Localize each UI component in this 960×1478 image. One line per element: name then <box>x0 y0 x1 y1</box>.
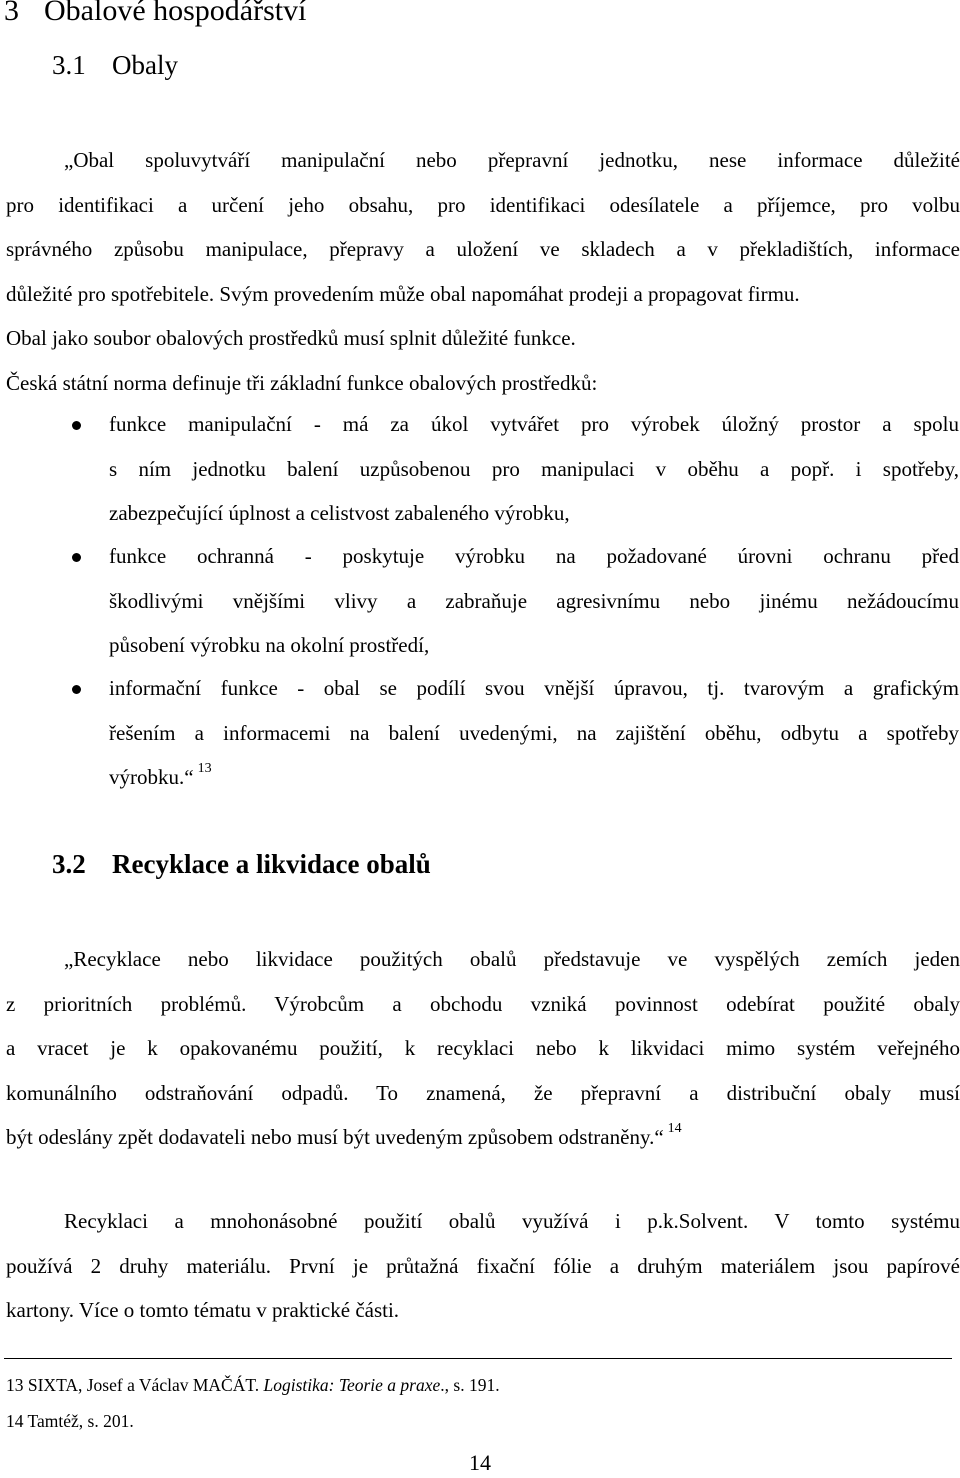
bullet-icon <box>72 553 81 562</box>
list-item-line: funkce ochranná - poskytuje výrobku na požadované úrovni ochranu před <box>109 544 959 568</box>
footnote-13 <box>6 1375 500 1396</box>
page-number: 14 <box>469 1450 491 1475</box>
paragraph-line <box>6 1115 960 1160</box>
section-title: Recyklace a likvidace obalů <box>112 849 431 879</box>
footnote-text: ., s. 191. <box>440 1375 500 1395</box>
section-title: Obaly <box>112 50 178 80</box>
chapter-heading <box>4 0 306 28</box>
paragraph-line: Recyklaci a mnohonásobné použití obalů využívá i p.k.Solvent. V tomto systému <box>64 1209 960 1233</box>
paragraph-line: komunálního odstraňování odpadů. To znamená, že přepravní a distribuční obaly musí <box>6 1080 960 1105</box>
paragraph-line: kartony. Více o tomto tématu v praktické části. <box>6 1298 400 1322</box>
bullet-icon <box>72 685 81 694</box>
list-item-line: zabezpečující úplnost a celistvost zabaleného výrobku, <box>109 501 570 525</box>
list-item-line: funkce manipulační - má za úkol vytvářet pro výrobek úložný prostor a spolu <box>109 412 959 436</box>
quote-end-text: výrobku.“ <box>109 765 194 789</box>
paragraph-line: správného způsobu manipulace, přepravy a uložení ve skladech a v překladištích, informace <box>6 237 960 261</box>
section-heading-obaly <box>52 50 178 81</box>
list-item-line: škodlivými vnějšími vlivy a zabraňuje agresivnímu nebo jinému nežádoucímu <box>109 588 959 613</box>
paragraph-line: pro identifikaci a určení jeho obsahu, pro identifikaci odesílatele a příjemce, pro volbu <box>6 192 960 217</box>
paragraph-line: Obal jako soubor obalových prostředků musí splnit důležité funkce. <box>6 326 576 350</box>
bullet-icon <box>72 421 81 430</box>
footnote-ref: 14 <box>667 1121 682 1136</box>
paragraph-line: z prioritních problémů. Výrobcům a obchodu vzniká povinnost odebírat použité obaly <box>6 991 960 1016</box>
footnote-14: 14 Tamtéž, s. 201. <box>6 1411 134 1431</box>
paragraph-line: používá 2 druhy materiálu. První je průtažná fixační fólie a druhým materiálem jsou papírové <box>6 1253 960 1278</box>
footnote-ref: 13 <box>197 761 212 776</box>
list-intro: Česká státní norma definuje tři základní funkce obalových prostředků: <box>6 370 598 395</box>
chapter-number: 3 <box>4 0 19 27</box>
chapter-title: Obalové hospodářství <box>44 0 307 27</box>
list-item-line: působení výrobku na okolní prostředí, <box>109 633 430 657</box>
footnote-title: Logistika: Teorie a praxe <box>263 1375 441 1395</box>
recyklace-paragraph <box>6 937 960 1160</box>
section-heading-recyklace <box>52 849 431 880</box>
paragraph-line: důležité pro spotřebitele. Svým provedením může obal napomáhat prodeji a propagovat firmu. <box>6 281 800 306</box>
section-number: 3.2 <box>52 849 86 879</box>
quote-end-text: být odeslány zpět dodavateli nebo musí být uvedeným způsobem odstraněny.“ <box>6 1125 664 1149</box>
solvent-paragraph <box>6 1199 960 1333</box>
list-item-line: informační funkce - obal se podílí svou vnější úpravou, tj. tvarovým a grafickým <box>109 676 959 700</box>
paragraph-line: „Recyklace nebo likvidace použitých obalů představuje ve vyspělých zemích jeden <box>64 947 960 971</box>
paragraph-line: a vracet je k opakovanému použití, k recyklaci nebo k likvidaci mimo systém veřejného <box>6 1036 960 1060</box>
section-number: 3.1 <box>52 50 86 80</box>
obaly-paragraph <box>6 138 960 405</box>
footnote-divider <box>4 1358 952 1359</box>
list-item-line: s ním jednotku balení uzpůsobenou pro manipulaci v oběhu a popř. i spotřeby, <box>109 456 959 481</box>
paragraph-line: „Obal spoluvytváří manipulační nebo přepravní jednotku, nese informace důležité <box>64 148 960 172</box>
list-item-line <box>109 755 959 800</box>
list-item-line: řešením a informacemi na balení uvedenými, na zajištění oběhu, odbytu a spotřeby <box>109 720 959 745</box>
footnote-text: 13 SIXTA, Josef a Václav MAČÁT. <box>6 1375 264 1395</box>
